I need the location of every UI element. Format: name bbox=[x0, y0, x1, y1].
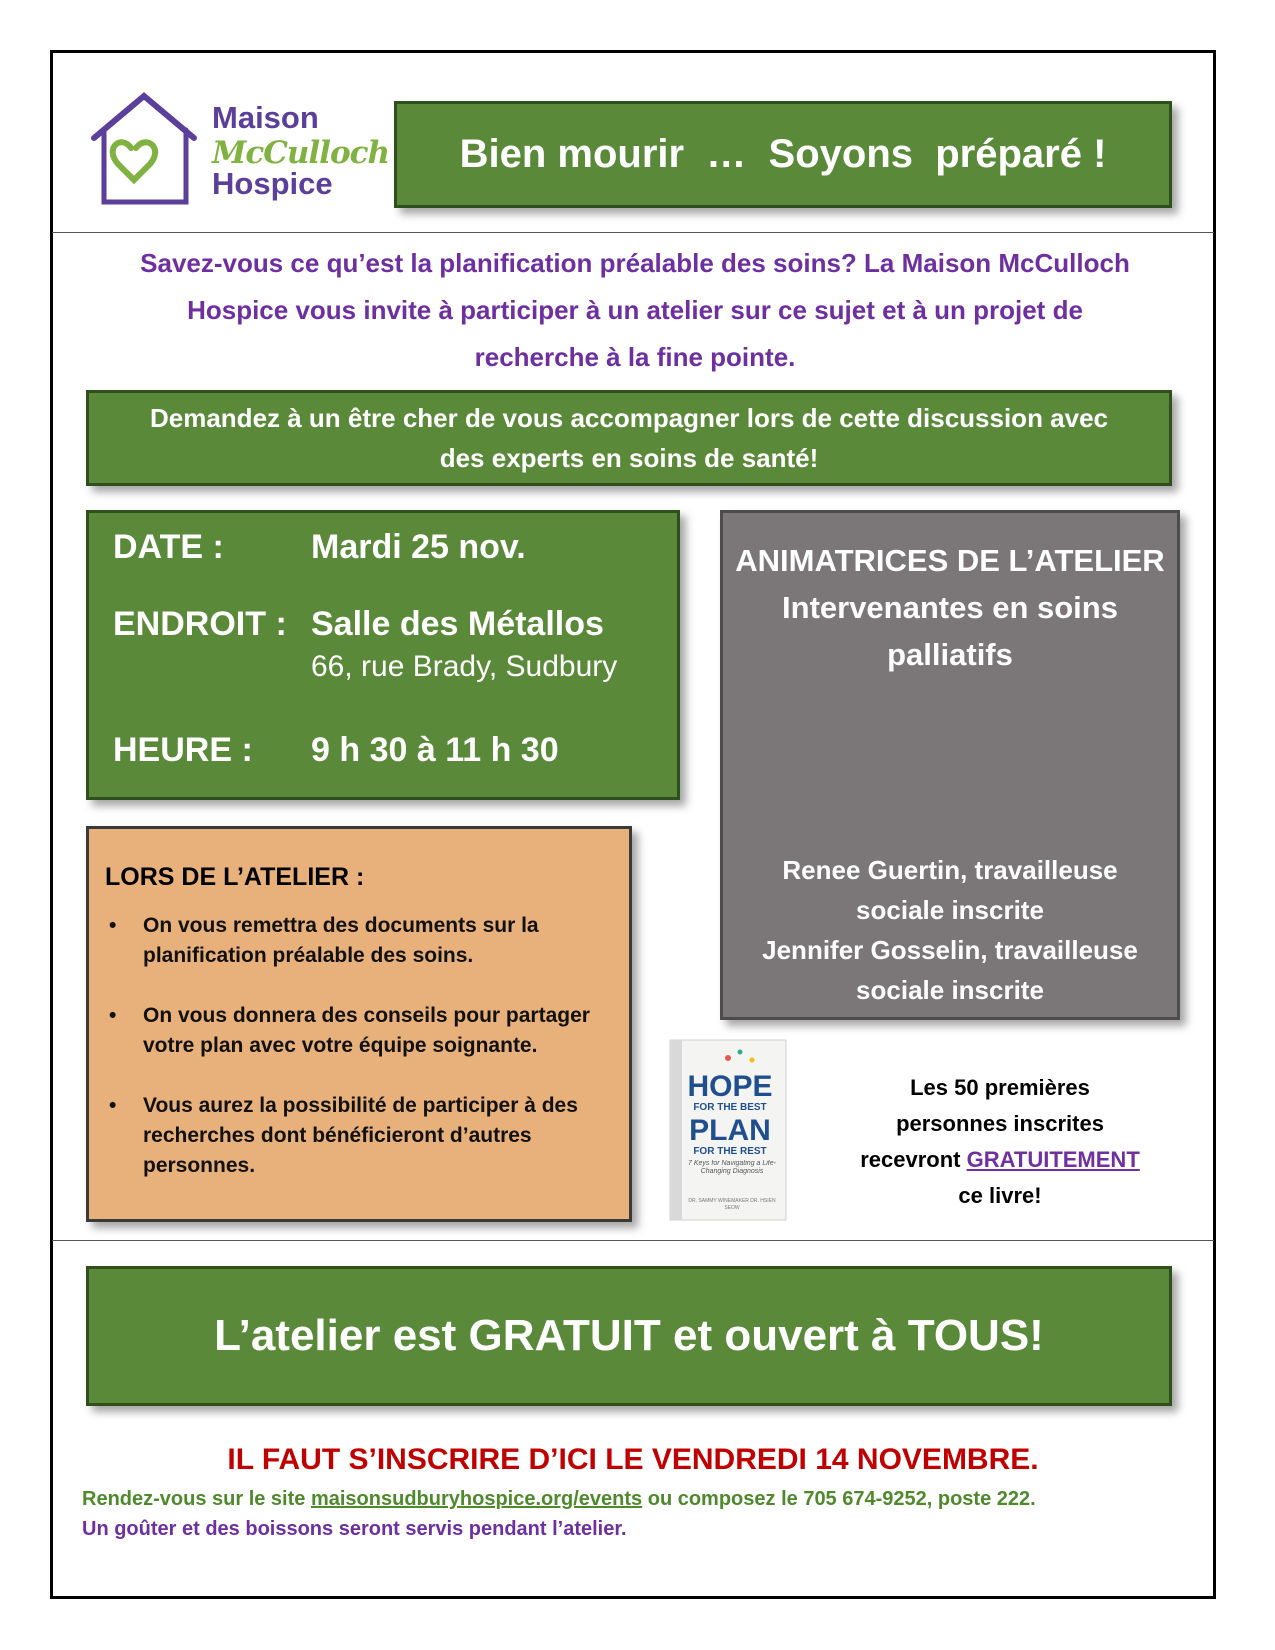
book-title-plan: PLAN bbox=[689, 1114, 771, 1147]
facilitator-2-line-2: sociale inscrite bbox=[856, 975, 1044, 1005]
place-value: Salle des Métallos bbox=[311, 605, 604, 643]
bullet-icon: • bbox=[109, 914, 117, 937]
facilitator-1-line-1: Renee Guertin, travailleuse bbox=[782, 855, 1118, 885]
workshop-heading: LORS DE L’ATELIER : bbox=[105, 863, 365, 891]
facilitators-box bbox=[720, 510, 1180, 1020]
list-item: • On vous remettra des documents sur la planification préalable des soins. bbox=[105, 911, 605, 971]
title-banner bbox=[394, 101, 1172, 208]
house-heart-icon bbox=[86, 90, 211, 208]
giveaway-line-3: recevront GRATUITEMENT bbox=[860, 1147, 1140, 1172]
facilitator-2-line-1: Jennifer Gosselin, travailleuse bbox=[762, 935, 1138, 965]
workshop-list bbox=[105, 911, 605, 1211]
facilitators-subtitle-2: palliatifs bbox=[887, 637, 1013, 672]
divider-top bbox=[52, 232, 1214, 233]
facilitator-1-line-2: sociale inscrite bbox=[856, 895, 1044, 925]
logo-word-maison: Maison bbox=[212, 100, 319, 135]
divider-bottom bbox=[52, 1240, 1214, 1241]
free-workshop-text: L’atelier est GRATUIT et ouvert à TOUS! bbox=[214, 1311, 1044, 1360]
registration-deadline: IL FAUT S’INSCRIRE D’ICI LE VENDREDI 14 NOVEMBRE. bbox=[227, 1443, 1039, 1476]
giveaway-line-1: Les 50 premières bbox=[910, 1075, 1090, 1100]
intro-line-2: Hospice vous invite à participer à un atelier sur ce sujet et à un projet de bbox=[187, 295, 1083, 325]
date-value: Mardi 25 nov. bbox=[311, 528, 526, 566]
book-title-rest: FOR THE REST bbox=[693, 1146, 767, 1157]
hospice-logo bbox=[86, 90, 390, 208]
footer-contact-line: Rendez-vous sur le site maisonsudburyhospice.org/events ou composez le 705 674-9252, poste 222. bbox=[82, 1488, 1036, 1510]
place-address: 66, rue Brady, Sudbury bbox=[311, 650, 618, 683]
facilitators-subtitle-1: Intervenantes en soins bbox=[782, 590, 1118, 625]
invite-line-2: des experts en soins de santé! bbox=[439, 443, 819, 473]
book-title-hope: HOPE bbox=[687, 1070, 773, 1103]
list-item: • Vous aurez la possibilité de participer à des recherches dont bénéficieront d’autres personnes. bbox=[105, 1091, 605, 1181]
book-subtitle: 7 Keys for Navigating a Life-Changing Diagnosis bbox=[688, 1160, 776, 1175]
logo-word-hospice: Hospice bbox=[212, 166, 333, 201]
free-workshop-banner bbox=[86, 1266, 1172, 1406]
gratuitement-emphasis: GRATUITEMENT bbox=[966, 1147, 1140, 1172]
event-details-box bbox=[86, 510, 680, 800]
time-value: 9 h 30 à 11 h 30 bbox=[311, 731, 559, 769]
invite-line-1: Demandez à un être cher de vous accompagner lors de cette discussion avec bbox=[149, 403, 1109, 433]
footer-refreshments-line: Un goûter et des boissons seront servis pendant l’atelier. bbox=[82, 1518, 627, 1540]
invite-banner bbox=[86, 390, 1172, 486]
book-cover-image bbox=[668, 1038, 788, 1222]
page-title: Bien mourir … Soyons préparé ! bbox=[459, 132, 1107, 176]
bullet-icon: • bbox=[109, 1004, 117, 1027]
place-label: ENDROIT : bbox=[113, 605, 287, 643]
intro-paragraph bbox=[70, 240, 1200, 381]
events-link[interactable]: maisonsudburyhospice.org/events bbox=[310, 1488, 643, 1510]
giveaway-line-4: ce livre! bbox=[958, 1183, 1042, 1208]
intro-line-3: recherche à la fine pointe. bbox=[474, 342, 796, 372]
workshop-box bbox=[86, 826, 632, 1222]
intro-line-1: Savez-vous ce qu’est la planification préalable des soins? La Maison McCulloch bbox=[140, 248, 1130, 278]
book-title-best: FOR THE BEST bbox=[693, 1102, 767, 1113]
book-giveaway-text bbox=[820, 1070, 1180, 1214]
giveaway-line-2: personnes inscrites bbox=[896, 1111, 1104, 1136]
list-item: • On vous donnera des conseils pour partager votre plan avec votre équipe soignante. bbox=[105, 1001, 605, 1061]
bullet-icon: • bbox=[109, 1094, 117, 1117]
time-label: HEURE : bbox=[113, 731, 253, 769]
book-authors: DR. SAMMY WINEMAKER DR. HSIEN SEOW bbox=[688, 1198, 776, 1211]
logo-word-mcculloch: McCulloch bbox=[212, 135, 390, 171]
facilitators-heading: ANIMATRICES DE L’ATELIER bbox=[735, 543, 1165, 578]
date-label: DATE : bbox=[113, 528, 224, 566]
